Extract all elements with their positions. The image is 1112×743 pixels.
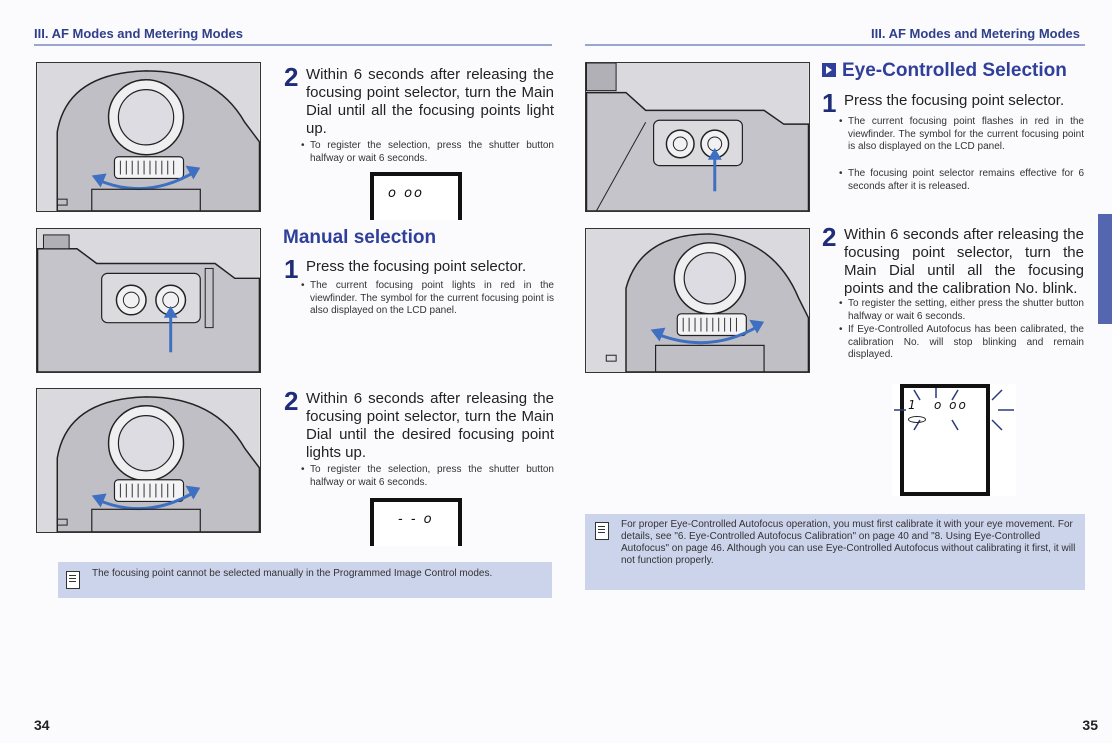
- step-number: 2: [822, 222, 837, 252]
- page-number-right: 35: [1082, 717, 1098, 733]
- step-text: Within 6 seconds after releasing the focusing point selector, turn the Main Dial until all the focusing points light up.: [306, 66, 554, 137]
- memo-icon: [595, 522, 609, 540]
- lcd-focus-points: o oo: [934, 398, 968, 412]
- section-title-eye-controlled: Eye-Controlled Selection: [842, 60, 1067, 81]
- lcd-panel-all-points: [370, 172, 462, 220]
- header-right: III. AF Modes and Metering Modes: [871, 26, 1080, 41]
- step-number: 1: [284, 254, 299, 284]
- camera-main-dial-photo-1: [36, 62, 261, 212]
- page-number-left: 34: [34, 717, 50, 733]
- step-bullet-2: • The focusing point selector remains effective for 6 seconds after it is released.: [848, 168, 1084, 193]
- section-title-manual-selection: Manual selection: [283, 227, 437, 248]
- eye-controlled-icon: [822, 63, 836, 77]
- eye-step-1: [822, 88, 1086, 202]
- manual-step-2: [284, 386, 554, 500]
- step-text: Within 6 seconds after releasing the focusing point selector, turn the Main Dial until the desired focusing point lights up.: [306, 390, 554, 461]
- lcd-calibration-number: 1: [908, 398, 918, 412]
- memo-icon: [66, 571, 80, 589]
- step-bullet-2: • If Eye-Controlled Autofocus has been calibrated, the calibration No. will stop blinking and remain displayed.: [848, 324, 1084, 362]
- step-number: 2: [284, 62, 299, 92]
- header-left: III. AF Modes and Metering Modes: [34, 26, 243, 41]
- step-number: 1: [822, 88, 837, 118]
- manual-step-1: [284, 254, 554, 338]
- lcd-focus-points: o oo: [388, 186, 424, 201]
- camera-selector-button-photo-2: [585, 62, 810, 212]
- lcd-panel-calibration: [892, 384, 1016, 496]
- header-rule-left: [34, 44, 552, 46]
- step-bullet: • To register the selection, press the shutter button halfway or wait 6 seconds.: [310, 464, 554, 489]
- lcd-focus-points: - - o: [398, 512, 434, 527]
- camera-selector-button-photo-1: [36, 228, 261, 373]
- note-box-left: [58, 562, 552, 598]
- step-text: Within 6 seconds after releasing the focusing point selector, turn the Main Dial until all the focusing points and the calibration No. blink.: [844, 226, 1084, 297]
- camera-main-dial-photo-2: [36, 388, 261, 533]
- step-bullet: • The current focusing point lights in red in the viewfinder. The symbol for the current focusing point is also displayed on the LCD panel.: [310, 280, 554, 318]
- camera-main-dial-photo-3: [585, 228, 810, 373]
- lcd-panel-single-point: [370, 498, 462, 546]
- step-bullet-1: • To register the setting, either press the shutter button halfway or wait 6 seconds.: [848, 298, 1084, 323]
- note-text: The focusing point cannot be selected manually in the Programmed Image Control modes.: [92, 568, 493, 579]
- eye-icon: [908, 416, 926, 423]
- step-bullet-1: • The current focusing point flashes in red in the viewfinder. The symbol for the current focusing point is also displayed on the LCD panel.: [848, 116, 1084, 154]
- step-text: Press the focusing point selector.: [306, 258, 527, 275]
- eye-step-2: [822, 222, 1086, 376]
- step-text: Press the focusing point selector.: [844, 92, 1065, 109]
- section-tab-marker: [1098, 214, 1112, 324]
- header-rule-right: [585, 44, 1085, 46]
- step-bullet: • To register the selection, press the shutter button halfway or wait 6 seconds.: [310, 140, 554, 165]
- note-text: For proper Eye-Controlled Autofocus operation, you must first calibrate it with your eye movement. For details, see "6. Eye-Controlled Autofocus Calibration" on page 40 and "8. Using Eye-Controlled Autofocus" on page 46. Although you can use Eye-Controlled Autofocus without calibrating it first, it will not function properly.: [621, 519, 1076, 566]
- step-number: 2: [284, 386, 299, 416]
- note-box-right: [585, 514, 1085, 590]
